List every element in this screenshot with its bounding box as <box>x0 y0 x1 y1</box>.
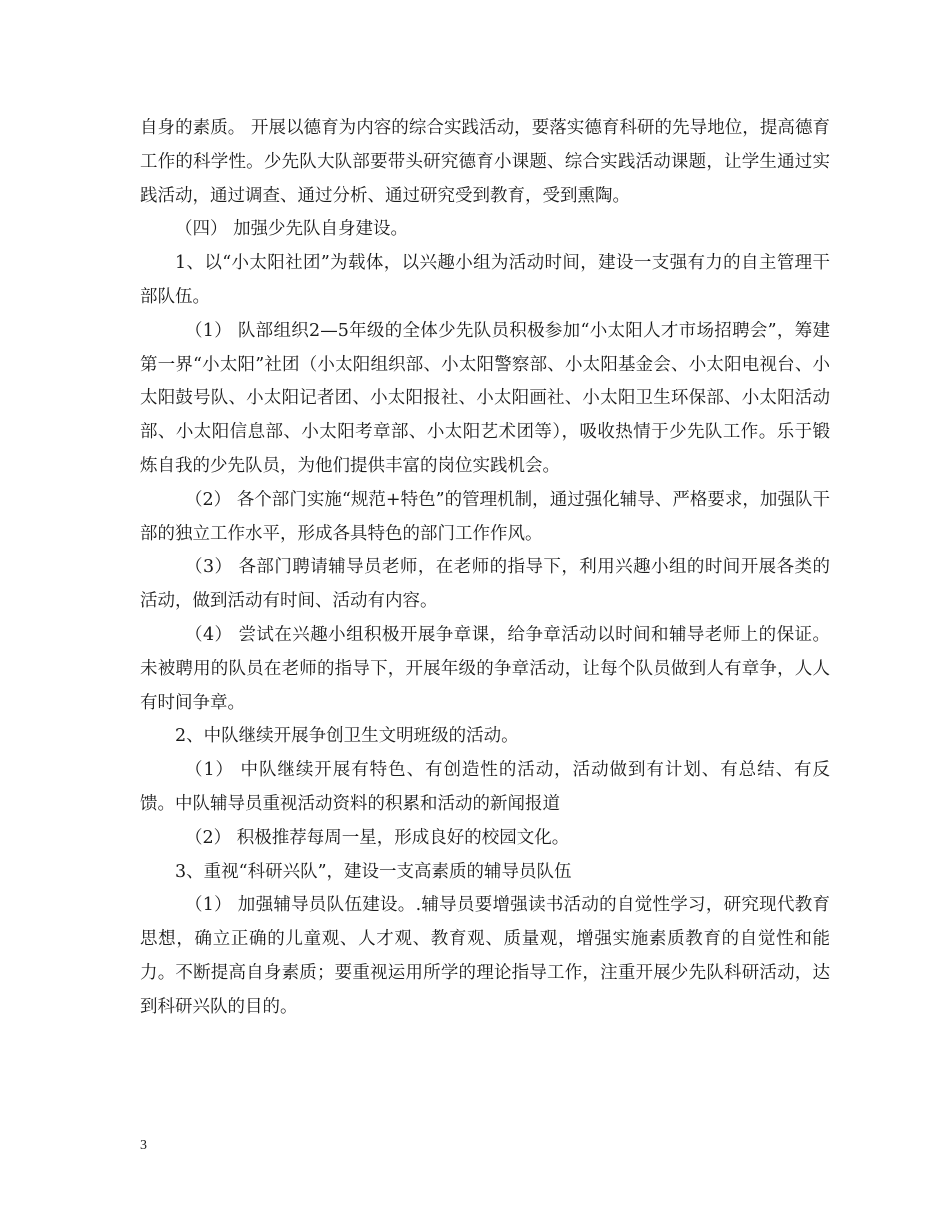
item-2-heading: 2、中队继续开展争创卫生文明班级的活动。 <box>175 726 519 747</box>
section-heading-four: （四） 加强少先队自身建设。 <box>175 219 409 240</box>
item-2-sub-2: （2） 积极推荐每周一星，形成良好的校园文化。 <box>185 827 570 848</box>
item-3-sub-1: （1） 加强辅导员队伍建设。.辅导员要增强读书活动的自觉性学习，研究现代教育思想，确立正确的儿童观、人才观、教育观、质量观，增强实施素质教育的自觉性和能力。不断提高自身素质；要重视运用所学的理论指导工作，注重开展少先队科研活动，达到科研兴队的目的。 <box>140 895 830 1017</box>
item-1-sub-1: （1） 队部组织2—5年级的全体少先队员积极参加“小太阳人才市场招聘会”，筹建第一界“小太阳”社团（小太阳组织部、小太阳警察部、小太阳基金会、小太阳电视台、小太阳鼓号队、小太阳记者团、小太阳报社、小太阳画社、小太阳卫生环保部、小太阳活动部、小太阳信息部、小太阳考章部、小太阳艺术团等），吸收热情于少先队工作。乐于锻炼自我的少先队员，为他们提供丰富的岗位实践机会。 <box>140 320 830 476</box>
document-body <box>140 112 830 1025</box>
item-1-sub-4: （4） 尝试在兴趣小组积极开展争章课，给争章活动以时间和辅导老师上的保证。未被聘用的队员在老师的指导下，开展年级的争章活动，让每个队员做到人有章争，人人有时间争章。 <box>140 624 830 713</box>
page-number: 3 <box>140 1138 147 1153</box>
item-3-heading: 3、重视“科研兴队”，建设一支高素质的辅导员队伍 <box>175 861 572 882</box>
item-1-sub-3: （3） 各部门聘请辅导员老师，在老师的指导下，利用兴趣小组的时间开展各类的活动，做到活动有时间、活动有内容。 <box>140 557 830 612</box>
paragraph-continuation: 自身的素质。 开展以德育为内容的综合实践活动，要落实德育科研的先导地位，提高德育工作的科学性。少先队大队部要带头研究德育小课题、综合实践活动课题，让学生通过实践活动，通过调查、通过分析、通过研究受到教育，受到熏陶。 <box>140 118 830 206</box>
item-1-sub-2: （2） 各个部门实施“规范+特色”的管理机制，通过强化辅导、严格要求，加强队干部的独立工作水平，形成各具特色的部门工作作风。 <box>140 489 830 544</box>
item-1-heading: 1、以“小太阳社团”为载体，以兴趣小组为活动时间，建设一支强有力的自主管理干部队伍。 <box>140 253 830 307</box>
item-2-sub-1: （1） 中队继续开展有特色、有创造性的活动，活动做到有计划、有总结、有反馈。中队辅导员重视活动资料的积累和活动的新闻报道 <box>140 760 830 814</box>
